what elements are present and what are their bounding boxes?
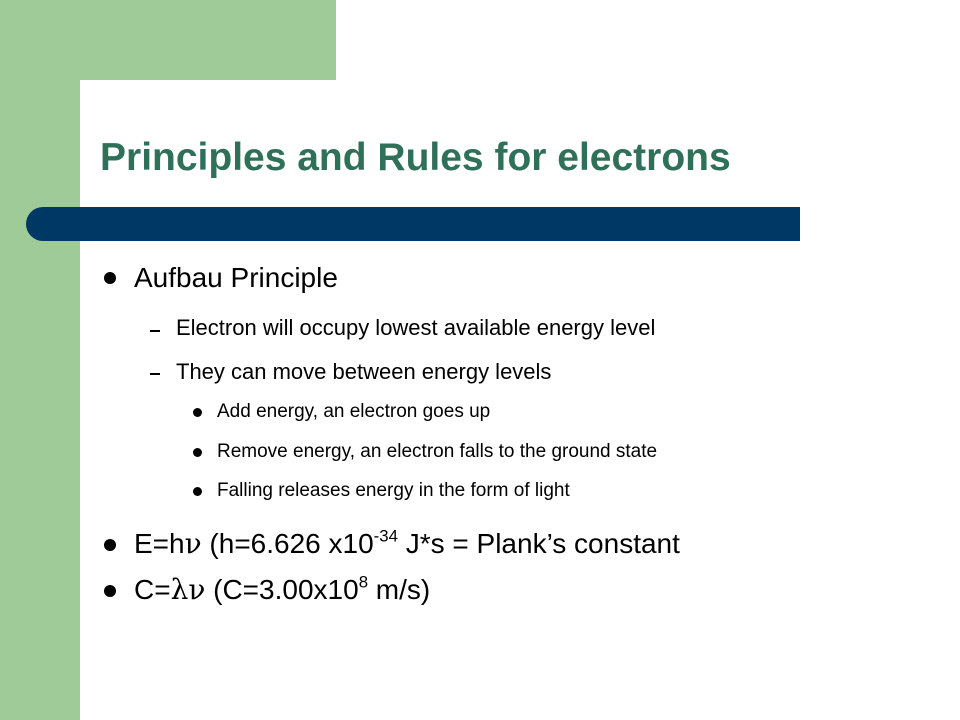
bullet-dot [193, 408, 202, 417]
bullet-dot [193, 448, 202, 457]
equation-light-prefix: C= [134, 574, 171, 605]
title-underline-bar [26, 207, 800, 241]
equation-light-suffix: m/s) [368, 574, 431, 605]
bullet-dot [104, 539, 116, 551]
bullet-dot [104, 272, 116, 284]
nu-symbol: ν [184, 527, 202, 560]
bullet-aufbau: Aufbau Principle [134, 262, 338, 293]
top-green-block [80, 0, 336, 80]
equation-light-exponent: 8 [358, 572, 369, 592]
bullet-lowest-energy: Electron will occupy lowest available energy level [176, 315, 656, 340]
bullet-falling-light: Falling releases energy in the form of light [217, 480, 570, 501]
bullet-dot [193, 487, 202, 496]
bullet-move-levels: They can move between energy levels [176, 359, 552, 384]
dash-bullet [150, 330, 160, 332]
slide-title: Principles and Rules for electrons [100, 136, 731, 179]
equation-light-middle: (C=3.00x10 [205, 574, 359, 605]
bullet-add-energy: Add energy, an electron goes up [217, 401, 491, 422]
bullet-dot [104, 585, 116, 597]
dash-bullet [150, 373, 160, 375]
equation-planck-exponent: -34 [373, 526, 398, 546]
left-green-strip [0, 0, 80, 720]
equation-light-speed [134, 573, 430, 606]
lambda-nu-symbol: λν [170, 573, 206, 606]
equation-planck [134, 527, 680, 560]
equation-planck-middle: (h=6.626 x10 [201, 528, 374, 559]
equation-planck-suffix: J*s = Plank’s constant [397, 528, 680, 559]
bullet-remove-energy: Remove energy, an electron falls to the ground state [217, 441, 658, 462]
equation-planck-prefix: E=h [134, 528, 185, 559]
